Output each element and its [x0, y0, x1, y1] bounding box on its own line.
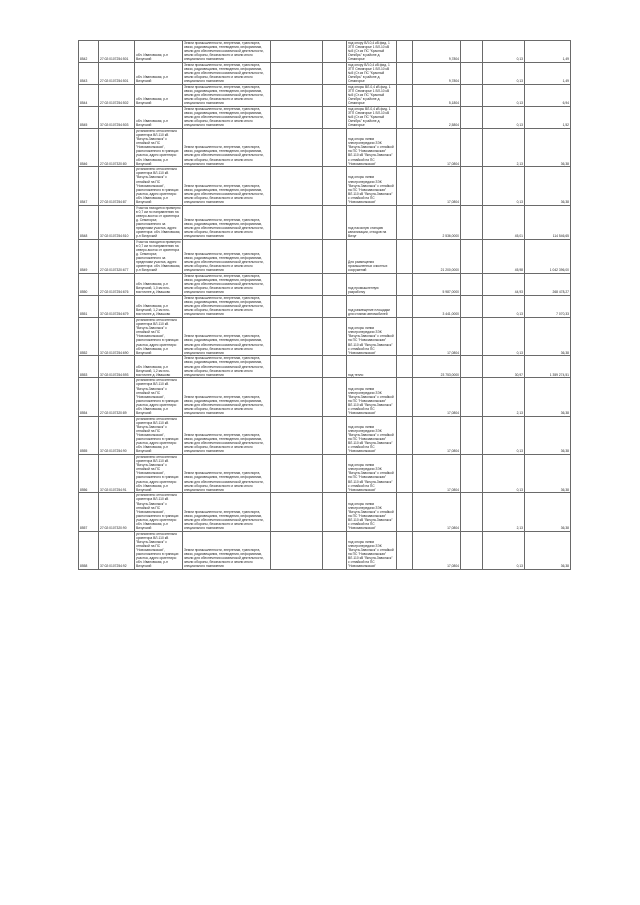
permitted-use-cell: под опоры ВЛ-0,4 кВ фид. 1 ЗТП Семигорье 1 ВЛ-10 кВ №5 (Ст.из ПС "Красный Октябрь" в районе д. Семигорье [347, 84, 397, 106]
table-row [79, 167, 571, 205]
address-cell: обл. Ивановская, р-н Вичугский [135, 84, 183, 106]
empty-cell [323, 41, 347, 63]
address-cell: установлено относительно ориентира ВЛ-110 кВ "Вичуга-Заволжск" с отпайкой на ПС "Новозаволжская", расположенного в границах участка, адрес ориентира: обл. Ивановская, р-н Вичугский [135, 167, 183, 205]
land-category-cell: Земли промышленности, энергетики, транспорта, связи, радиовещания, телевидения, информатики, земли для обеспечения космической деятельности, земли обороны, безопасности и земли иного специального назначения [183, 128, 271, 166]
table-row [79, 106, 571, 128]
address-cell: обл. Ивановская, р-н Вичугский [135, 106, 183, 128]
amount-cell: 1 359 274,51 [525, 356, 571, 378]
table-row [79, 318, 571, 356]
row-number-cell: 8543 [79, 62, 99, 84]
empty-cell [461, 62, 483, 84]
amount-cell: 36,38 [525, 531, 571, 569]
permitted-use-cell: под опоры ВЛ-0,4 кВ фид. 1 ЗТП Семигорье 1 ВЛ-10 кВ №5 (Ст.из ПС "Красный Октябрь" в районе д. Семигорье [347, 106, 397, 128]
cadastral-number-cell: 27:02:0107254:501 [99, 41, 135, 63]
amount-cell: 36,38 [525, 455, 571, 493]
empty-cell [397, 296, 413, 318]
amount-cell: 1,52 [525, 106, 571, 128]
row-number-cell: 8552 [79, 318, 99, 356]
table-row [79, 493, 571, 531]
cadastral-number-cell: 37:02:0107254:503 [99, 106, 135, 128]
empty-cell [323, 106, 347, 128]
address-cell: обл. Ивановская, р-н Вичугский [135, 41, 183, 63]
empty-cell [271, 128, 323, 166]
empty-cell [397, 205, 413, 239]
rate-cell: 0,13 [483, 41, 525, 63]
table-row [79, 356, 571, 378]
empty-cell [271, 455, 323, 493]
spreadsheet-page [78, 40, 570, 570]
land-category-cell: Земли промышленности, энергетики, транспорта, связи, радиовещания, телевидения, информатики, земли для обеспечения космической деятельности, земли обороны, безопасности и земли иного специального назначения [183, 296, 271, 318]
cadastral-number-cell: 27:02:0107320:90 [99, 493, 135, 531]
cadastral-number-cell: 27:02:0107254:87 [99, 167, 135, 205]
empty-cell [461, 274, 483, 296]
rate-cell: 0,13 [483, 531, 525, 569]
empty-cell [271, 41, 323, 63]
rate-cell: 0,13 [483, 416, 525, 454]
empty-cell [397, 128, 413, 166]
permitted-use-cell: под опоры линии электропередачи ЗЭК "Вичуга-Заволжск" с отпайкой на ПС "Новозаволжская" ВЛ-110 кВ "Вичуга-Заволжск" с отпайкой на ПС "Новозаволжская" [347, 128, 397, 166]
cadastral-number-cell: 37:02:0107254:679 [99, 296, 135, 318]
table-row [79, 62, 571, 84]
amount-cell: 1,49 [525, 41, 571, 63]
rate-cell: 44,93 [483, 274, 525, 296]
table-row [79, 531, 571, 569]
cadastral-number-cell: 27:02:0107254:676 [99, 274, 135, 296]
empty-cell [461, 106, 483, 128]
empty-cell [271, 84, 323, 106]
empty-cell [323, 205, 347, 239]
area-cell: 17,0804 [413, 455, 461, 493]
empty-cell [271, 318, 323, 356]
permitted-use-cell: Для размещения промышленных очистных сооружений [347, 239, 397, 273]
land-category-cell: Земли промышленности, энергетики, транспорта, связи, радиовещания, телевидения, информатики, земли для обеспечения космической деятельности, земли обороны, безопасности и земли иного специального назначения [183, 205, 271, 239]
address-cell: установлено относительно ориентира ВЛ-110 кВ "Вичуга-Заволжск" с отпайкой на ПС "Новозаволжская", расположенного в границах участка, адрес ориентира: обл. Ивановская, р-н Вичугский [135, 318, 183, 356]
empty-cell [397, 106, 413, 128]
amount-cell: 36,38 [525, 493, 571, 531]
address-cell: Участок находится примерно в 0,7 км по направлению на северо-восток от ориентира д. Семигорье, расположенного за пределами участка, адрес ориентира: обл. Ивановская, р-н Вичугский [136, 239, 181, 273]
row-number-cell: 8553 [79, 356, 99, 378]
cadastral-number-cell: 37:02:0107254:510 [99, 205, 135, 239]
area-cell: 17,0804 [413, 167, 461, 205]
land-category-cell: Земли промышленности, энергетики, транспорта, связи, радиовещания, телевидения, информатики, земли для обеспечения космической деятельности, земли обороны, безопасности и земли иного специального назначения [183, 378, 271, 416]
empty-cell [461, 318, 483, 356]
cadastral-number-cell: 37:02:0107254:593 [99, 356, 135, 378]
table-row [79, 416, 571, 454]
permitted-use-cell: под опоры линии электропередачи ЗЭК "Вичуга-Заволжск" с отпайкой на ПС "Новозаволжская" ВЛ-110 кВ "Вичуга-Заволжск" с отпайкой на ПС "Новозаволжская" [347, 455, 397, 493]
table-row [79, 274, 571, 296]
area-cell: 3 441,0000 [413, 296, 461, 318]
empty-cell [397, 493, 413, 531]
empty-cell [397, 84, 413, 106]
address-cell: установлено относительно ориентира ВЛ-110 кВ "Вичуга-Заволжск" с отпайкой на ПС "Новозаволжская", расположенного в границах участка, адрес ориентира: обл. Ивановская, р-н Вичугский [135, 128, 183, 166]
area-cell: 5,1804 [413, 84, 461, 106]
permitted-use-cell: под опору ВЛ-0,4 кВ фид. 1 ЗТП Семигорье 1 ВЛ-10 кВ №5 (Ст.из ПС "Красный Октябрь" в районе д. Семигорье [347, 62, 397, 84]
empty-cell [323, 455, 347, 493]
table-row [79, 205, 571, 239]
permitted-use-cell: под опоры линии электропередачи ЗЭК "Вичуга-Заволжск" с отпайкой на ПС "Новозаволжская" ВЛ-110 кВ "Вичуга-Заволжск" с отпайкой на ПС "Новозаволжская" [347, 378, 397, 416]
land-category-cell: Земли промышленности, энергетики, транспорта, связи, радиовещания, телевидения, информатики, земли для обеспечения космической деятельности, земли обороны, безопасности и земли иного специального назначения [183, 239, 271, 273]
address-cell: установлено относительно ориентира ВЛ-110 кВ "Вичуга-Заволжск" с отпайкой на ПС "Новозаволжская", расположенного в границах участка, адрес ориентира: обл. Ивановская, р-н Вичугский [135, 416, 183, 454]
empty-cell [323, 378, 347, 416]
rate-cell: 2,13 [483, 378, 525, 416]
rate-cell: 2,13 [483, 493, 525, 531]
permitted-use-cell: под опоры линии электропередачи ЗЭК "Вичуга-Заволжск" с отпайкой на ПС "Новозаволжская" ВЛ-110 кВ "Вичуга-Заволжск" с отпайкой на ПС "Новозаволжская" [347, 318, 397, 356]
table-row [79, 378, 571, 416]
empty-cell [461, 84, 483, 106]
cadastral-number-cell: 27:02:0107320:89 [99, 378, 135, 416]
cadastral-number-cell: 37:02:0107254:690 [99, 318, 135, 356]
rate-cell: 0,13 [483, 84, 525, 106]
permitted-use-cell: под опоры линии электропередачи ЗЭК "Вичуга-Заволжск" с отпайкой на ПС "Новозаволжская" ВЛ-110 кВ "Вичуга-Заволжск" с отпайкой на ПС "Новозаволжская" [347, 167, 397, 205]
empty-cell [461, 378, 483, 416]
land-category-cell: Земли промышленности, энергетики, транспорта, связи, радиовещания, телевидения, информатики, земли для обеспечения космической деятельности, земли обороны, безопасности и земли иного специального назначения [183, 356, 271, 378]
permitted-use-cell: под опоры линии электропередачи ЗЭК "Вичуга-Заволжск" с отпайкой на ПС "Новозаволжская" ВЛ-110 кВ "Вичуга-Заволжск" с отпайкой на ПС "Новозаволжская" [347, 531, 397, 569]
amount-cell: 36,38 [525, 318, 571, 356]
area-cell: 2,5804 [413, 106, 461, 128]
empty-cell [461, 41, 483, 63]
empty-cell [397, 455, 413, 493]
land-plots-table [78, 40, 571, 570]
area-cell: 5 987,0000 [413, 274, 461, 296]
empty-cell [323, 128, 347, 166]
row-number-cell: 8548 [79, 205, 99, 239]
empty-cell [271, 106, 323, 128]
cadastral-number-cell: 27:02:0107254:502 [99, 84, 135, 106]
empty-cell [323, 167, 347, 205]
permitted-use-cell: под опору ВЛ-0,4 кВ фид. 1 ЗТП Семигорье 1 ВЛ-10 кВ №5 (Ст.из ПС "Красный Октябрь" в районе д. Семигорье [347, 41, 397, 63]
empty-cell [271, 167, 323, 205]
cadastral-number-cell: 37:02:0107254:91 [99, 455, 135, 493]
table-row [79, 296, 571, 318]
empty-cell [397, 378, 413, 416]
table-row [79, 84, 571, 106]
cadastral-number-cell: 37:02:0107254:90 [99, 416, 135, 454]
table-body [79, 41, 571, 570]
rate-cell: 0,13 [483, 62, 525, 84]
row-number-cell: 8547 [79, 167, 99, 205]
empty-cell [461, 493, 483, 531]
permitted-use-cell: под опоры линии электропередачи ЗЭК "Вичуга-Заволжск" с отпайкой на ПС "Новозаволжская" ВЛ-110 кВ "Вичуга-Заволжск" с отпайкой на ПС "Новозаволжская" [347, 416, 397, 454]
amount-cell: 36,38 [525, 167, 571, 205]
amount-cell: 36,38 [525, 416, 571, 454]
empty-cell [323, 318, 347, 356]
empty-cell [461, 455, 483, 493]
land-category-cell: Земли промышленности, энергетики, транспорта, связи, радиовещания, телевидения, информатики, земли для обеспечения космической деятельности, земли обороны, безопасности и земли иного специального назначения [183, 531, 271, 569]
empty-cell [271, 378, 323, 416]
row-number-cell: 8557 [79, 493, 99, 531]
address-cell: установлено относительно ориентира ВЛ-110 кВ "Вичуга-Заволжск" с отпайкой на ПС "Новозаволжская", расположенного в границах участка, адрес ориентира: обл. Ивановская, р-н Вичугский [135, 531, 183, 569]
empty-cell [271, 416, 323, 454]
land-category-cell: Земли промышленности, энергетики, транспорта, связи, радиовещания, телевидения, информатики, земли для обеспечения космической деятельности, земли обороны, безопасности и земли иного специального назначения [183, 84, 271, 106]
empty-cell [271, 239, 323, 273]
amount-cell: 1 042 396,00 [525, 239, 571, 273]
amount-cell: 6,94 [525, 84, 571, 106]
empty-cell [271, 205, 323, 239]
empty-cell [323, 84, 347, 106]
rate-cell: 0,13 [483, 296, 525, 318]
rate-cell: 0,13 [483, 455, 525, 493]
empty-cell [271, 493, 323, 531]
amount-cell: 36,38 [525, 378, 571, 416]
empty-cell [397, 356, 413, 378]
permitted-use-cell: под размещение площадки для стоянки автомобилей [347, 296, 397, 318]
empty-cell [397, 318, 413, 356]
row-number-cell: 8544 [79, 84, 99, 106]
empty-cell [461, 239, 483, 273]
empty-cell [323, 493, 347, 531]
area-cell: 23 753,0000 [413, 356, 461, 378]
empty-cell [323, 274, 347, 296]
address-cell: обл. Ивановская, р-н Вичугский, 1,2 км юго-восточнее д. Ивашово [135, 356, 183, 378]
row-number-cell: 8545 [79, 106, 99, 128]
empty-cell [271, 296, 323, 318]
land-category-cell: Земли промышленности, энергетики, транспорта, связи, радиовещания, телевидения, информатики, земли для обеспечения космической деятельности, земли обороны, безопасности и земли иного специального назначения [183, 416, 271, 454]
area-cell: 21 200,0000 [413, 239, 461, 273]
empty-cell [397, 239, 413, 273]
empty-cell [397, 274, 413, 296]
rate-cell: 45,01 [483, 205, 525, 239]
empty-cell [397, 41, 413, 63]
address-cell: установлено относительно ориентира ВЛ-110 кВ "Вичуга-Заволжск" с отпайкой на ПС "Новозаволжская", расположенного в границах участка, адрес ориентира: обл. Ивановская, р-н Вичугский [135, 493, 183, 531]
empty-cell [323, 416, 347, 454]
empty-cell [397, 62, 413, 84]
area-cell: 17,0804 [413, 493, 461, 531]
permitted-use-cell: под тепло [347, 356, 397, 378]
empty-cell [271, 356, 323, 378]
empty-cell [461, 296, 483, 318]
address-cell: установлено относительно ориентира ВЛ-110 кВ "Вичуга-Заволжск" с отпайкой на ПС "Новозаволжская", расположенного в границах участка, адрес ориентира: обл. Ивановская, р-н Вичугский [135, 455, 183, 493]
amount-cell: 7 070,33 [525, 296, 571, 318]
row-number-cell: 8549 [79, 239, 99, 273]
empty-cell [461, 416, 483, 454]
cadastral-number-cell: 27:02:0107320:80 [99, 128, 135, 166]
rate-cell: 0,13 [483, 318, 525, 356]
land-category-cell: Земли промышленности, энергетики, транспорта, связи, радиовещания, телевидения, информатики, земли для обеспечения космической деятельности, земли обороны, безопасности и земли иного специального назначения [183, 455, 271, 493]
cadastral-number-cell: 37:02:0107254:92 [99, 531, 135, 569]
amount-cell: 268 478,27 [525, 274, 571, 296]
permitted-use-cell: под насосную станцию канализации, отходов на Вичуг [347, 205, 397, 239]
area-cell: 17,0804 [413, 416, 461, 454]
empty-cell [397, 416, 413, 454]
address-cell: установлено относительно ориентира ВЛ-110 кВ "Вичуга-Заволжск" с отпайкой на ПС "Новозаволжская", расположенного в границах участка, адрес ориентира: обл. Ивановская, р-н Вичугский [135, 378, 183, 416]
table-row [79, 455, 571, 493]
empty-cell [461, 205, 483, 239]
address-cell: Участок находится примерно в 0,7 км по направлению на северо-восток от ориентира д. Семигорье, расположенного за пределами участка, адрес ориентира: обл. Ивановская, р-н Вичугский [136, 205, 181, 239]
area-cell: 9,7804 [413, 62, 461, 84]
land-category-cell: Земли промышленности, энергетики, транспорта, связи, радиовещания, телевидения, информатики, земли для обеспечения космической деятельности, земли обороны, безопасности и земли иного специального назначения [183, 41, 271, 63]
row-number-cell: 8542 [79, 41, 99, 63]
land-category-cell: Земли промышленности, энергетики, транспорта, связи, радиовещания, телевидения, информатики, земли для обеспечения космической деятельности, земли обороны, безопасности и земли иного специального назначения [183, 62, 271, 84]
table-row [79, 239, 571, 273]
rate-cell: 0,13 [483, 167, 525, 205]
area-cell: 9,7804 [413, 41, 461, 63]
cadastral-number-cell: 27:02:0107254:501 [99, 62, 135, 84]
empty-cell [271, 62, 323, 84]
land-category-cell: Земли промышленности, энергетики, транспорта, связи, радиовещания, телевидения, информатики, земли для обеспечения космической деятельности, земли обороны, безопасности и земли иного специального назначения [183, 274, 271, 296]
area-cell: 17,0804 [413, 318, 461, 356]
empty-cell [397, 167, 413, 205]
land-category-cell: Земли промышленности, энергетики, транспорта, связи, радиовещания, телевидения, информатики, земли для обеспечения космической деятельности, земли обороны, безопасности и земли иного специального назначения [183, 106, 271, 128]
area-cell: 17,0804 [413, 128, 461, 166]
rate-cell: 2,13 [483, 128, 525, 166]
table-row [79, 128, 571, 166]
land-category-cell: Земли промышленности, энергетики, транспорта, связи, радиовещания, телевидения, информатики, земли для обеспечения космической деятельности, земли обороны, безопасности и земли иного специального назначения [183, 493, 271, 531]
cadastral-number-cell: 27:02:0107320:677 [99, 239, 135, 273]
address-cell: обл. Ивановская, р-н Вичугский, 1,0 км юго-восточнее д. Ивашово [135, 274, 183, 296]
land-category-cell: Земли промышленности, энергетики, транспорта, связи, радиовещания, телевидения, информатики, земли для обеспечения космической деятельности, земли обороны, безопасности и земли иного специального назначения [183, 167, 271, 205]
row-number-cell: 8551 [79, 296, 99, 318]
empty-cell [271, 274, 323, 296]
rate-cell: 30,97 [483, 356, 525, 378]
empty-cell [461, 356, 483, 378]
address-cell: обл. Ивановская, р-н Вичугский [135, 62, 183, 84]
amount-cell: 114 546,65 [525, 205, 571, 239]
area-cell: 17,0804 [413, 378, 461, 416]
empty-cell [323, 62, 347, 84]
row-number-cell: 8558 [79, 531, 99, 569]
empty-cell [271, 531, 323, 569]
area-cell: 17,0804 [413, 531, 461, 569]
empty-cell [397, 531, 413, 569]
empty-cell [323, 296, 347, 318]
land-category-cell: Земли промышленности, энергетики, транспорта, связи, радиовещания, телевидения, информатики, земли для обеспечения космической деятельности, земли обороны, безопасности и земли иного специального назначения [183, 318, 271, 356]
empty-cell [323, 239, 347, 273]
permitted-use-cell: под промышленную разработку [347, 274, 397, 296]
rate-cell: 45,98 [483, 239, 525, 273]
table-row [79, 41, 571, 63]
row-number-cell: 8555 [79, 416, 99, 454]
row-number-cell: 8554 [79, 378, 99, 416]
row-number-cell: 8546 [79, 128, 99, 166]
amount-cell: 36,38 [525, 128, 571, 166]
row-number-cell: 8556 [79, 455, 99, 493]
row-number-cell: 8550 [79, 274, 99, 296]
permitted-use-cell: под опоры линии электропередачи ЗЭК "Вичуга-Заволжск" с отпайкой на ПС "Новозаволжская" ВЛ-110 кВ "Вичуга-Заволжск" с отпайкой на ПС "Новозаволжская" [347, 493, 397, 531]
area-cell: 2 536,0000 [413, 205, 461, 239]
amount-cell: 1,49 [525, 62, 571, 84]
empty-cell [461, 167, 483, 205]
empty-cell [461, 531, 483, 569]
rate-cell: 0,13 [483, 106, 525, 128]
empty-cell [323, 356, 347, 378]
empty-cell [461, 128, 483, 166]
address-cell: обл. Ивановская, р-н Вичугский, 1,2 км юго-восточнее д. Ивашово [135, 296, 183, 318]
empty-cell [323, 531, 347, 569]
